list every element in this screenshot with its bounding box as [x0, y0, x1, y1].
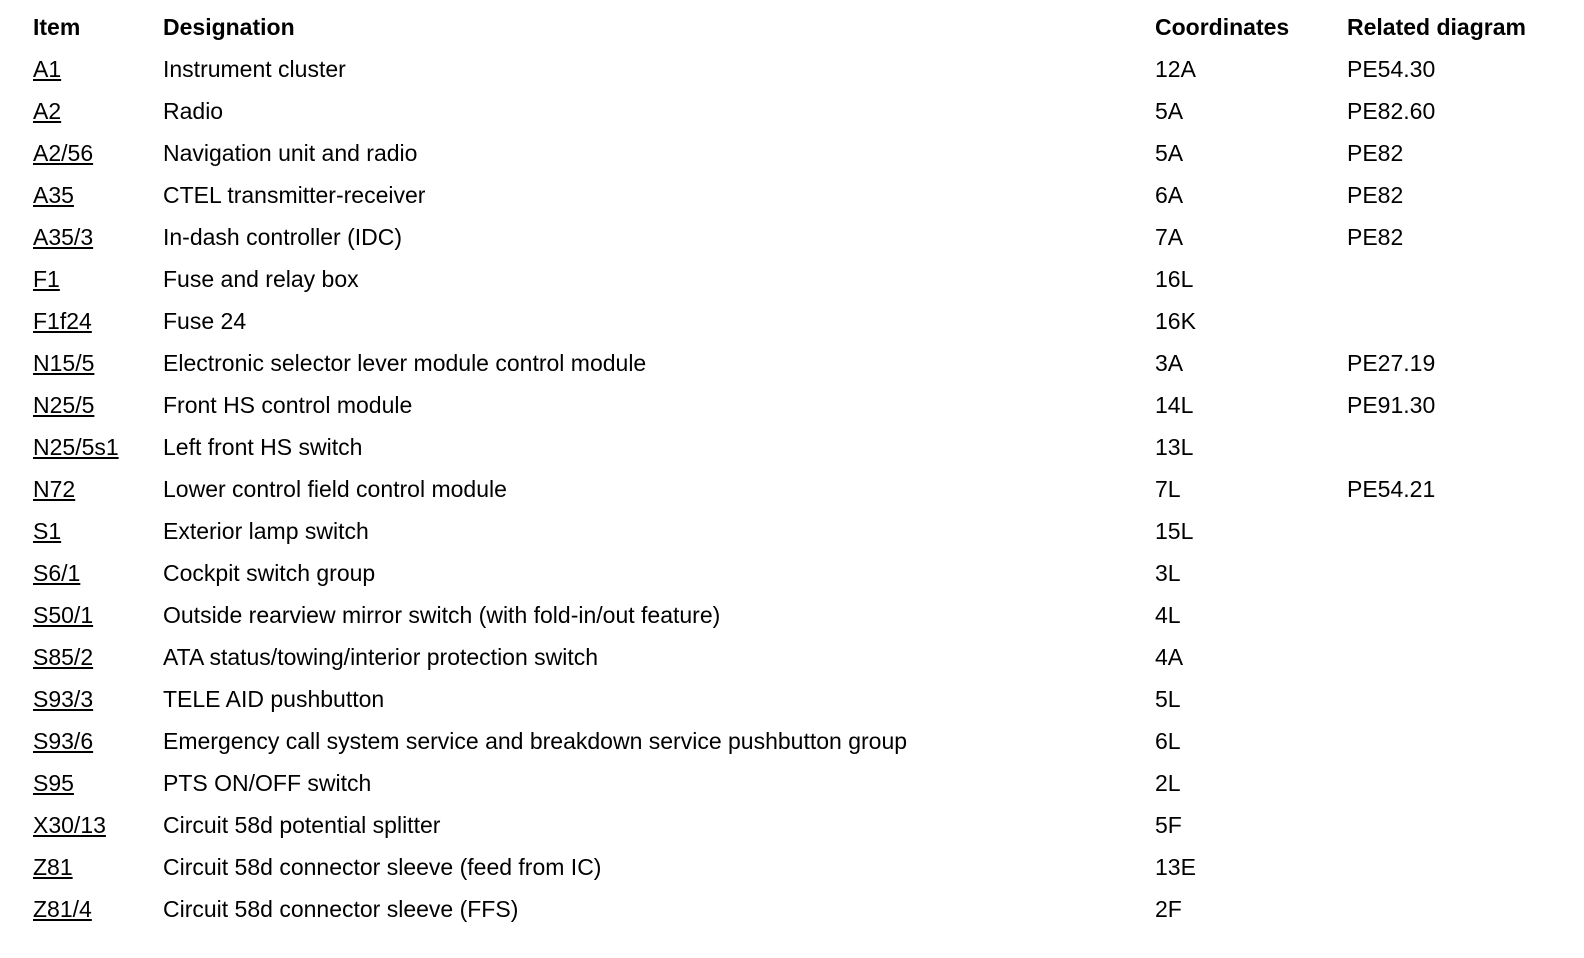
- related-diagram-cell: PE82: [1347, 139, 1404, 166]
- table-row: [24, 804, 1554, 846]
- related-diagram-cell: [1338, 552, 1554, 594]
- coordinates-cell: 7L: [1155, 475, 1181, 502]
- item-link[interactable]: N25/5s1: [33, 433, 119, 460]
- designation-cell: Circuit 58d connector sleeve (feed from IC): [163, 853, 602, 880]
- item-link[interactable]: S6/1: [33, 559, 81, 586]
- related-diagram-cell: [1338, 804, 1554, 846]
- item-link[interactable]: S85/2: [33, 643, 94, 670]
- table-row: [24, 552, 1554, 594]
- item-link[interactable]: N72: [33, 475, 76, 502]
- item-link[interactable]: S93/6: [33, 727, 94, 754]
- item-cell: [24, 552, 154, 594]
- coordinates-cell: 13L: [1155, 433, 1194, 460]
- item-link[interactable]: F1f24: [33, 307, 92, 334]
- designation-cell: Fuse and relay box: [163, 265, 359, 292]
- table-row: [24, 636, 1554, 678]
- related-diagram-cell: PE27.19: [1347, 349, 1436, 376]
- related-diagram-cell: [1338, 594, 1554, 636]
- item-cell: [24, 342, 154, 384]
- coordinates-cell: 4L: [1155, 601, 1181, 628]
- coordinates-cell: 16L: [1155, 265, 1194, 292]
- coordinates-cell: 5L: [1155, 685, 1181, 712]
- table-body: [24, 48, 1554, 930]
- table-row: [24, 342, 1554, 384]
- related-diagram-cell: [1338, 300, 1554, 342]
- header-row: [24, 6, 1554, 48]
- designation-cell: Navigation unit and radio: [163, 139, 418, 166]
- related-diagram-cell: [1338, 510, 1554, 552]
- item-link[interactable]: Z81: [33, 853, 73, 880]
- table-row: [24, 468, 1554, 510]
- item-cell: [24, 846, 154, 888]
- table-row: [24, 762, 1554, 804]
- coordinates-cell: 14L: [1155, 391, 1194, 418]
- item-cell: [24, 48, 154, 90]
- coordinates-cell: 2F: [1155, 895, 1182, 922]
- item-link[interactable]: X30/13: [33, 811, 106, 838]
- designation-cell: ATA status/towing/interior protection switch: [163, 643, 599, 670]
- related-diagram-cell: [1338, 720, 1554, 762]
- item-cell: [24, 426, 154, 468]
- designation-cell: Left front HS switch: [163, 433, 363, 460]
- header-designation: Designation: [163, 13, 295, 40]
- item-link[interactable]: Z81/4: [33, 895, 92, 922]
- coordinates-cell: 4A: [1155, 643, 1184, 670]
- table-row: [24, 132, 1554, 174]
- header-related-diagram: Related diagram: [1347, 13, 1526, 40]
- table-row: [24, 48, 1554, 90]
- table-row: [24, 384, 1554, 426]
- item-link[interactable]: S95: [33, 769, 74, 796]
- related-diagram-cell: [1338, 258, 1554, 300]
- designation-cell: Instrument cluster: [163, 55, 346, 82]
- item-link[interactable]: S93/3: [33, 685, 94, 712]
- designation-cell: Fuse 24: [163, 307, 247, 334]
- related-diagram-cell: PE82.60: [1347, 97, 1436, 124]
- table-row: [24, 888, 1554, 930]
- designation-cell: Circuit 58d connector sleeve (FFS): [163, 895, 519, 922]
- coordinates-cell: 3A: [1155, 349, 1184, 376]
- coordinates-cell: 6A: [1155, 181, 1184, 208]
- designation-cell: Front HS control module: [163, 391, 413, 418]
- table-row: [24, 90, 1554, 132]
- table-row: [24, 510, 1554, 552]
- item-link[interactable]: N25/5: [33, 391, 95, 418]
- item-link[interactable]: A2/56: [33, 139, 94, 166]
- coordinates-cell: 6L: [1155, 727, 1181, 754]
- item-cell: [24, 132, 154, 174]
- coordinates-cell: 5A: [1155, 139, 1184, 166]
- table-row: [24, 258, 1554, 300]
- related-diagram-cell: PE54.21: [1347, 475, 1436, 502]
- item-cell: [24, 384, 154, 426]
- table-row: [24, 594, 1554, 636]
- table-header: [24, 6, 1554, 48]
- item-cell: [24, 762, 154, 804]
- item-link[interactable]: N15/5: [33, 349, 95, 376]
- related-diagram-cell: PE54.30: [1347, 55, 1436, 82]
- item-link[interactable]: A2: [33, 97, 62, 124]
- coordinates-cell: 15L: [1155, 517, 1194, 544]
- designation-cell: Emergency call system service and breakdown service pushbutton group: [163, 727, 908, 754]
- related-diagram-cell: PE82: [1347, 223, 1404, 250]
- designation-cell: PTS ON/OFF switch: [163, 769, 372, 796]
- item-cell: [24, 636, 154, 678]
- item-link[interactable]: S50/1: [33, 601, 94, 628]
- item-cell: [24, 510, 154, 552]
- item-cell: [24, 720, 154, 762]
- designation-cell: Cockpit switch group: [163, 559, 376, 586]
- coordinates-cell: 12A: [1155, 55, 1196, 82]
- item-link[interactable]: A35: [33, 181, 74, 208]
- table-row: [24, 720, 1554, 762]
- designation-cell: Lower control field control module: [163, 475, 507, 502]
- designation-cell: Radio: [163, 97, 224, 124]
- item-cell: [24, 174, 154, 216]
- item-cell: [24, 258, 154, 300]
- table-row: [24, 426, 1554, 468]
- related-diagram-cell: [1338, 678, 1554, 720]
- designation-cell: In-dash controller (IDC): [163, 223, 403, 250]
- item-cell: [24, 804, 154, 846]
- related-diagram-cell: PE82: [1347, 181, 1404, 208]
- item-cell: [24, 90, 154, 132]
- related-diagram-cell: [1338, 636, 1554, 678]
- item-link[interactable]: A1: [33, 55, 62, 82]
- coordinates-cell: 16K: [1155, 307, 1196, 334]
- designation-cell: CTEL transmitter-receiver: [163, 181, 426, 208]
- designation-cell: Outside rearview mirror switch (with fold-in/out feature): [163, 601, 721, 628]
- coordinates-cell: 13E: [1155, 853, 1196, 880]
- related-diagram-cell: [1338, 846, 1554, 888]
- designation-cell: TELE AID pushbutton: [163, 685, 385, 712]
- item-cell: [24, 300, 154, 342]
- item-cell: [24, 678, 154, 720]
- related-diagram-cell: [1338, 888, 1554, 930]
- item-link[interactable]: S1: [33, 517, 62, 544]
- designation-cell: Circuit 58d potential splitter: [163, 811, 441, 838]
- related-diagram-cell: PE91.30: [1347, 391, 1436, 418]
- header-item: Item: [33, 13, 81, 40]
- item-link[interactable]: A35/3: [33, 223, 94, 250]
- coordinates-cell: 3L: [1155, 559, 1181, 586]
- related-diagram-cell: [1338, 762, 1554, 804]
- table-row: [24, 846, 1554, 888]
- header-coordinates: Coordinates: [1155, 13, 1290, 40]
- table-row: [24, 174, 1554, 216]
- coordinates-cell: 5A: [1155, 97, 1184, 124]
- coordinates-cell: 2L: [1155, 769, 1181, 796]
- table-row: [24, 678, 1554, 720]
- item-cell: [24, 468, 154, 510]
- item-cell: [24, 216, 154, 258]
- table-row: [24, 216, 1554, 258]
- designation-cell: Exterior lamp switch: [163, 517, 369, 544]
- designation-cell: Electronic selector lever module control module: [163, 349, 647, 376]
- coordinates-cell: 5F: [1155, 811, 1182, 838]
- item-cell: [24, 594, 154, 636]
- related-diagram-cell: [1338, 426, 1554, 468]
- item-link[interactable]: F1: [33, 265, 60, 292]
- component-legend-table: [24, 6, 1554, 930]
- table-row: [24, 300, 1554, 342]
- item-cell: [24, 888, 154, 930]
- coordinates-cell: 7A: [1155, 223, 1184, 250]
